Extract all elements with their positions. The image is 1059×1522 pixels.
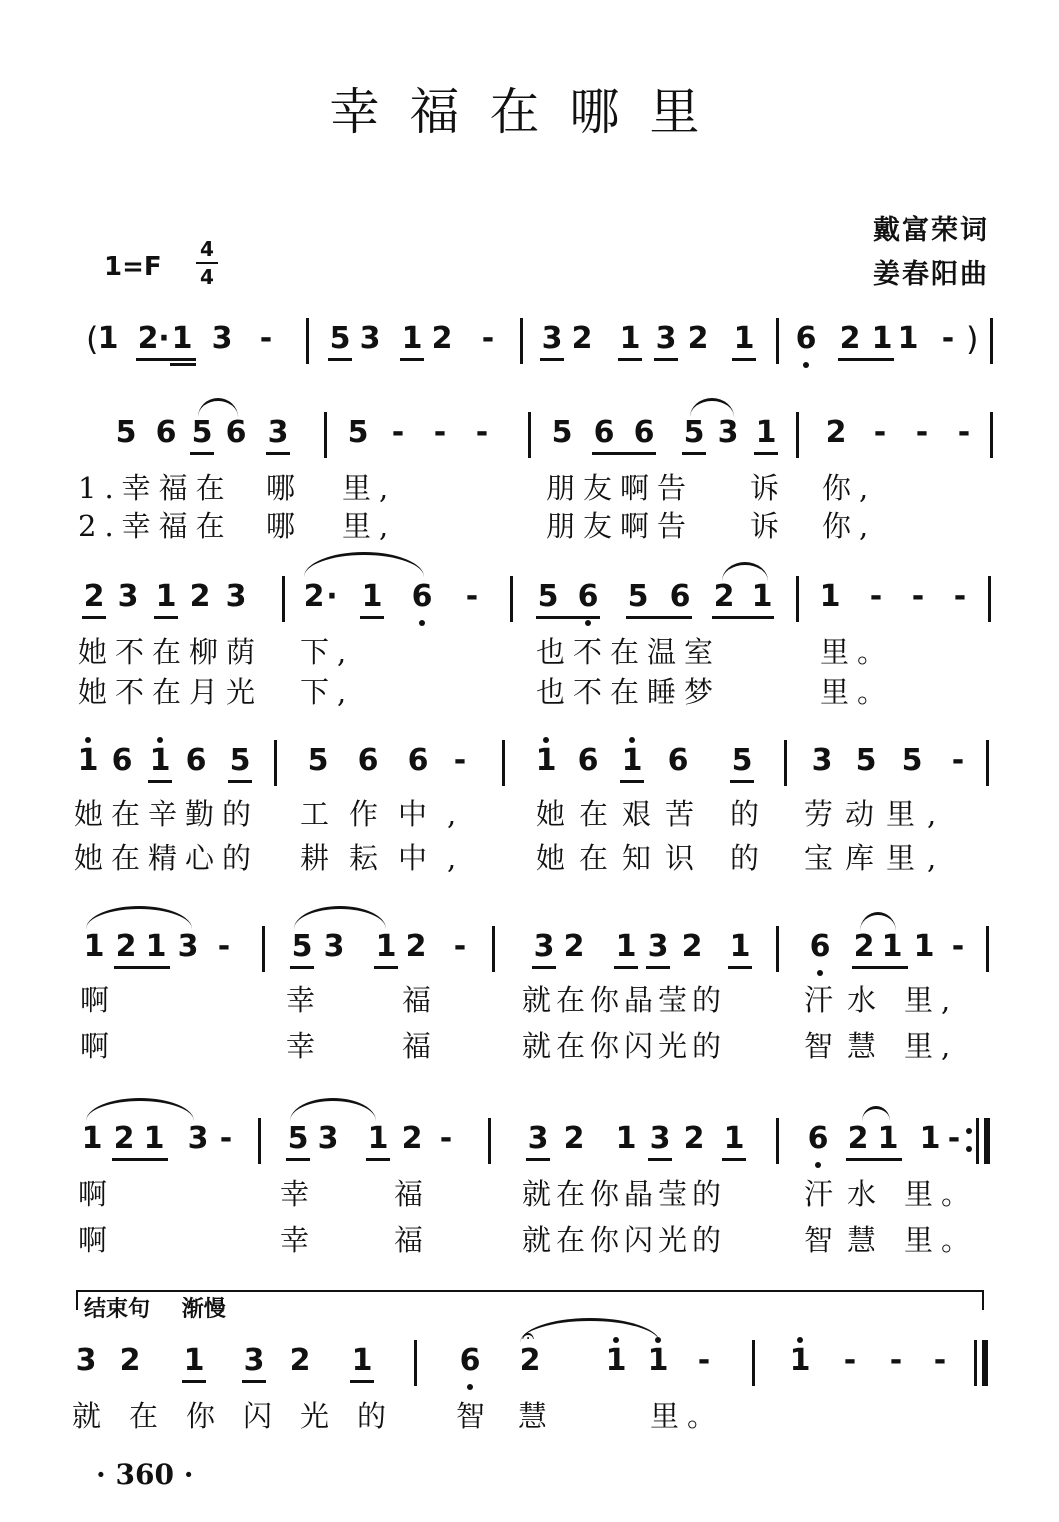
barline	[988, 576, 991, 622]
dash: -	[915, 415, 929, 450]
coda-title: 结束句	[84, 1297, 151, 1322]
note: 5	[115, 415, 137, 450]
barline	[986, 926, 989, 972]
note: 3	[655, 321, 677, 356]
lyric-word: 智慧	[804, 1223, 891, 1257]
dash: -	[219, 1121, 233, 1156]
lyric-word: 朋友啊告	[546, 509, 695, 543]
lyric-word: 幸	[286, 1029, 324, 1063]
dash: -	[869, 579, 883, 614]
note: 3	[317, 1121, 339, 1156]
dash: -	[453, 743, 467, 778]
note: 2	[681, 929, 703, 964]
dash: -	[453, 929, 467, 964]
note: 1	[871, 321, 893, 356]
lyric-word: 也不在温室	[536, 635, 722, 669]
note: 2	[825, 415, 847, 450]
note: 1	[97, 321, 119, 356]
lyric-word: 里,	[904, 983, 959, 1017]
lyric-word: 朋友啊告	[546, 471, 695, 505]
barline	[986, 740, 989, 786]
note: 5	[901, 743, 923, 778]
note: 5	[229, 743, 251, 778]
lyric-word: 她在艰苦	[536, 797, 709, 831]
note: 3	[267, 415, 289, 450]
close-paren: )	[966, 320, 979, 358]
lyric-word: 幸	[286, 983, 324, 1017]
barline	[510, 576, 513, 622]
lyric-word: 诉	[750, 509, 788, 543]
lyric-word: 你,	[822, 509, 877, 543]
lyric-word: 里,	[342, 471, 397, 505]
lyric-word: 她在精心的	[74, 841, 260, 875]
note: 2	[713, 579, 735, 614]
time-signature-bottom: 4	[200, 265, 214, 289]
slur	[862, 1106, 890, 1121]
note: 6	[459, 1343, 481, 1378]
note: 1	[155, 579, 177, 614]
barline	[520, 318, 523, 364]
lyric-word: 福	[394, 1177, 432, 1211]
slur	[294, 906, 386, 929]
barline	[488, 1118, 491, 1164]
lyric-word: 就在你闪光的	[72, 1399, 415, 1433]
slur	[86, 906, 192, 929]
barline	[776, 318, 779, 364]
note: 1	[881, 929, 903, 964]
lyric-word: 哪	[266, 471, 304, 505]
lyric-verse-1	[0, 978, 1059, 1018]
slur	[520, 1318, 660, 1343]
barline	[990, 412, 993, 458]
lyric-word: 啊	[80, 1029, 118, 1063]
barline	[528, 412, 531, 458]
lyric-word: 里。	[820, 635, 895, 669]
lyric-word: 的	[730, 797, 768, 831]
lyric-word: 她在知识	[536, 841, 709, 875]
note-row	[0, 926, 1059, 976]
lyric-word: 她不在月光	[78, 675, 264, 709]
note: 1	[351, 1343, 373, 1378]
barline	[784, 740, 787, 786]
note: 5	[683, 415, 705, 450]
note: 6	[185, 743, 207, 778]
note: 3	[243, 1343, 265, 1378]
barline	[502, 740, 505, 786]
note: 2	[571, 321, 593, 356]
lyric-word: 工作中,	[300, 797, 477, 831]
lyric-word: 也不在睡梦	[536, 675, 722, 709]
note: 3	[811, 743, 833, 778]
repeat-barline-thick	[984, 1118, 990, 1164]
lyric-word: 幸	[280, 1177, 318, 1211]
note: 5	[855, 743, 877, 778]
dash: -	[933, 1343, 947, 1378]
note: 2	[401, 1121, 423, 1156]
note: 3	[75, 1343, 97, 1378]
note: 1	[605, 1343, 627, 1378]
note: 1	[145, 929, 167, 964]
lyric-verse-1	[0, 792, 1059, 832]
repeat-barline-thin	[976, 1118, 979, 1164]
note: 3	[187, 1121, 209, 1156]
note-row	[0, 740, 1059, 790]
lyric-verse-2	[0, 1218, 1059, 1258]
note: 2	[687, 321, 709, 356]
lyric-word: 里。	[904, 1223, 979, 1257]
note-dot: ·	[326, 579, 338, 614]
note: 3	[323, 929, 345, 964]
dash: -	[873, 415, 887, 450]
lyric-word: 福	[402, 1029, 440, 1063]
note: 2	[189, 579, 211, 614]
note: 5	[307, 743, 329, 778]
note: 1	[877, 1121, 899, 1156]
note: 6	[225, 415, 247, 450]
open-paren: (	[86, 320, 99, 358]
barline	[324, 412, 327, 458]
note: 1	[535, 743, 557, 778]
dash: -	[217, 929, 231, 964]
note: 2	[563, 929, 585, 964]
note: 6	[667, 743, 689, 778]
note: 6	[155, 415, 177, 450]
note: 5	[537, 579, 559, 614]
barline	[274, 740, 277, 786]
composer-credit: 姜春阳曲	[873, 259, 989, 290]
dash: -	[259, 321, 273, 356]
note: 1	[913, 929, 935, 964]
lyric-verse-2	[0, 670, 1059, 710]
note: 1	[789, 1343, 811, 1378]
dash: -	[433, 415, 447, 450]
note: 6	[411, 579, 433, 614]
lyric-word: 下,	[300, 675, 355, 709]
lyric-verse-1	[0, 630, 1059, 670]
note: 1	[723, 1121, 745, 1156]
note: 1	[729, 929, 751, 964]
lyric-word: 就在你闪光的	[522, 1223, 727, 1257]
note: 2	[563, 1121, 585, 1156]
note: 6	[357, 743, 379, 778]
lyric-word: 就在你晶莹的	[522, 983, 727, 1017]
slur	[290, 1098, 376, 1121]
barline	[990, 318, 993, 364]
note: 1	[733, 321, 755, 356]
note: 1	[149, 743, 171, 778]
barline	[492, 926, 495, 972]
note: 2	[113, 1121, 135, 1156]
lyric-word: 里,	[342, 509, 397, 543]
lyric-word: 里,	[904, 1029, 959, 1063]
note: 5	[731, 743, 753, 778]
note: 3	[225, 579, 247, 614]
note: 1	[143, 1121, 165, 1156]
note: 1	[897, 321, 919, 356]
time-signature-top: 4	[200, 237, 214, 261]
dash: -	[957, 415, 971, 450]
note: 2	[83, 579, 105, 614]
note: 1	[919, 1121, 941, 1156]
note-row	[0, 576, 1059, 626]
note: 6	[577, 743, 599, 778]
note: 2	[519, 1343, 541, 1378]
lyric-verse-1	[0, 466, 1059, 506]
note: 3	[717, 415, 739, 450]
barline	[776, 926, 779, 972]
lyric-word: 里。	[820, 675, 895, 709]
note: 6	[809, 929, 831, 964]
fermata-icon: 𝄐	[522, 1324, 535, 1349]
note: 1	[621, 743, 643, 778]
note-row	[0, 318, 1059, 368]
note: 5	[329, 321, 351, 356]
time-signature	[196, 238, 218, 288]
note: 3	[533, 929, 555, 964]
note-row	[0, 1118, 1059, 1168]
note: 1	[751, 579, 773, 614]
note: 3	[117, 579, 139, 614]
lyric-word: 幸	[280, 1223, 318, 1257]
note: 2	[405, 929, 427, 964]
dash: -	[953, 579, 967, 614]
note: 1	[819, 579, 841, 614]
final-barline-thick	[982, 1340, 988, 1386]
lyric-word: 诉	[750, 471, 788, 505]
lyric-word: 耕耘中,	[300, 841, 477, 875]
slur	[304, 552, 424, 577]
note: 1	[361, 579, 383, 614]
lyric-word: 福	[402, 983, 440, 1017]
note-dot: ·	[158, 321, 170, 356]
coda-label	[84, 1292, 226, 1323]
barline	[414, 1340, 417, 1386]
lyric-coda	[0, 1394, 1059, 1434]
lyric-word: 慧	[518, 1399, 556, 1433]
lyric-word: 她在辛勤的	[74, 797, 260, 831]
lyric-word: 1.幸福在	[78, 471, 233, 505]
note: 6	[593, 415, 615, 450]
note: 3	[649, 1121, 671, 1156]
dash: -	[481, 321, 495, 356]
dash: -	[947, 1121, 961, 1156]
barline	[796, 576, 799, 622]
note: 1	[619, 321, 641, 356]
barline	[752, 1340, 755, 1386]
lyricist-credit: 戴富荣词	[873, 215, 989, 246]
lyric-word: 汗水	[804, 983, 891, 1017]
lyric-word: 她不在柳荫	[78, 635, 264, 669]
coda-tempo: 渐慢	[181, 1297, 226, 1322]
note: 3	[647, 929, 669, 964]
lyric-word: 下,	[300, 635, 355, 669]
lyric-word: 的	[730, 841, 768, 875]
note: 5	[627, 579, 649, 614]
lyric-word: 啊	[80, 983, 118, 1017]
lyric-word: 里。	[650, 1399, 725, 1433]
note-row	[0, 412, 1059, 462]
note: 5	[347, 415, 369, 450]
note: 1	[401, 321, 423, 356]
song-title: 幸福在哪里	[329, 83, 730, 141]
dash: -	[911, 579, 925, 614]
lyric-word: 哪	[266, 509, 304, 543]
lyric-verse-2	[0, 836, 1059, 876]
dash: -	[843, 1343, 857, 1378]
lyric-word: 就在你晶莹的	[522, 1177, 727, 1211]
note: 1	[83, 929, 105, 964]
lyric-word: 福	[394, 1223, 432, 1257]
lyric-word: 劳动里,	[804, 797, 949, 831]
dash: -	[951, 929, 965, 964]
barline	[776, 1118, 779, 1164]
note: 2	[137, 321, 159, 356]
note: 2	[119, 1343, 141, 1378]
lyric-word: 啊	[78, 1223, 116, 1257]
dash: -	[475, 415, 489, 450]
note: 2	[303, 579, 325, 614]
note: 5	[291, 929, 313, 964]
note: 2	[847, 1121, 869, 1156]
dash: -	[951, 743, 965, 778]
note: 6	[633, 415, 655, 450]
note: 1	[615, 1121, 637, 1156]
note: 5	[551, 415, 573, 450]
note: 1	[81, 1121, 103, 1156]
barline	[258, 1118, 261, 1164]
note: 2	[289, 1343, 311, 1378]
note: 3	[527, 1121, 549, 1156]
dash: -	[465, 579, 479, 614]
note: 6	[669, 579, 691, 614]
note: 1	[755, 415, 777, 450]
barline	[306, 318, 309, 364]
lyric-word: 汗水	[804, 1177, 891, 1211]
slur	[86, 1098, 194, 1121]
lyric-word: 就在你闪光的	[522, 1029, 727, 1063]
note: 2	[853, 929, 875, 964]
note: 6	[807, 1121, 829, 1156]
barline	[796, 412, 799, 458]
dash: -	[889, 1343, 903, 1378]
note: 2	[683, 1121, 705, 1156]
note: 1	[367, 1121, 389, 1156]
note: 1	[171, 321, 193, 356]
lyric-word: 2.幸福在	[78, 509, 233, 543]
lyric-word: 智	[456, 1399, 494, 1433]
note: 3	[359, 321, 381, 356]
note: 3	[211, 321, 233, 356]
lyric-verse-2	[0, 1024, 1059, 1064]
note: 2	[115, 929, 137, 964]
note: 6	[407, 743, 429, 778]
note: 2	[431, 321, 453, 356]
note: 1	[183, 1343, 205, 1378]
dash: -	[439, 1121, 453, 1156]
lyric-verse-2	[0, 504, 1059, 544]
dash: -	[697, 1343, 711, 1378]
note: 5	[287, 1121, 309, 1156]
key-signature: 1=F	[104, 252, 162, 282]
lyric-word: 你,	[822, 471, 877, 505]
note: 6	[795, 321, 817, 356]
note: 2	[839, 321, 861, 356]
lyric-word: 里。	[904, 1177, 979, 1211]
lyric-verse-1	[0, 1172, 1059, 1212]
note: 1	[375, 929, 397, 964]
lyric-word: 啊	[78, 1177, 116, 1211]
lyric-word: 宝库里,	[804, 841, 949, 875]
note-row	[0, 1324, 1059, 1390]
page-number: · 360 ·	[96, 1458, 194, 1491]
note: 3	[177, 929, 199, 964]
note: 6	[577, 579, 599, 614]
note: 5	[191, 415, 213, 450]
dash: -	[391, 415, 405, 450]
final-barline-thin	[974, 1340, 977, 1386]
note: 1	[647, 1343, 669, 1378]
note: 3	[541, 321, 563, 356]
barline	[282, 576, 285, 622]
lyric-word: 智慧	[804, 1029, 891, 1063]
note: 1	[615, 929, 637, 964]
barline	[262, 926, 265, 972]
note: 1	[77, 743, 99, 778]
dash: -	[941, 321, 955, 356]
note: 6	[111, 743, 133, 778]
